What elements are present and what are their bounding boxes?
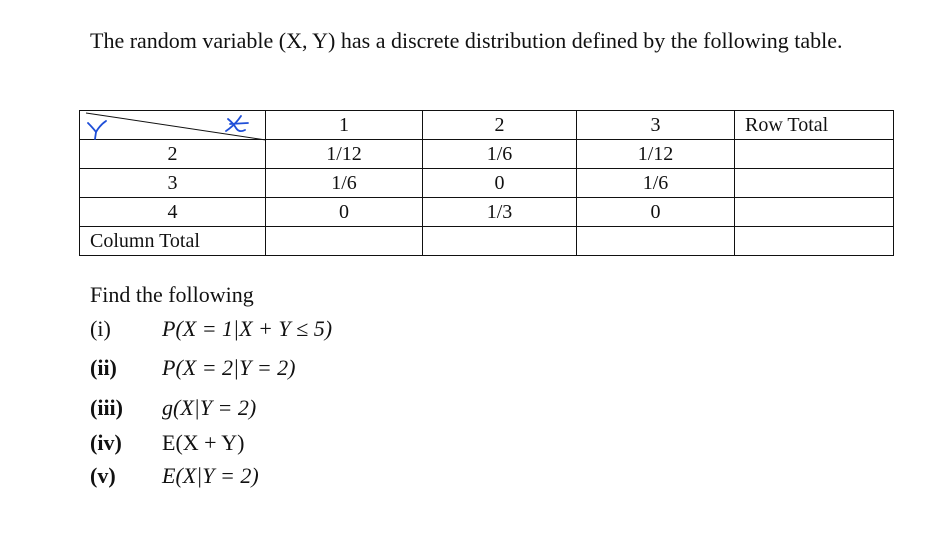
part-number: (iii): [90, 395, 123, 420]
part-expression: g(X|Y = 2): [162, 395, 257, 420]
row-total-cell: [735, 169, 894, 198]
y-value: 2: [80, 140, 266, 169]
prob-cell: 0: [423, 169, 577, 198]
prob-cell: 1/12: [266, 140, 423, 169]
prob-cell: 1/6: [577, 169, 735, 198]
prob-cell: 1/3: [423, 198, 577, 227]
part-expression: E(X + Y): [162, 430, 245, 455]
part-number: (i): [90, 316, 111, 341]
prob-cell: 0: [577, 198, 735, 227]
find-title: Find the following: [90, 282, 254, 307]
question-part-iv: [90, 428, 244, 458]
column-total-cell: [577, 227, 735, 256]
column-total-cell: [735, 227, 894, 256]
column-total-row: [80, 227, 894, 256]
prob-cell: 1/6: [423, 140, 577, 169]
part-expression: E(X|Y = 2): [162, 463, 259, 488]
prob-cell: 0: [266, 198, 423, 227]
table-row: [80, 140, 894, 169]
table-header-row: [80, 111, 894, 140]
part-number: (v): [90, 463, 116, 488]
question-part-v: [90, 461, 259, 491]
table-row: [80, 198, 894, 227]
handwritten-y-icon: [88, 121, 106, 139]
question-part-iii: [90, 393, 256, 423]
intro-paragraph: The random variable (X, Y) has a discrete distribution defined by the following table.: [90, 28, 843, 53]
prob-cell: 1/12: [577, 140, 735, 169]
row-total-header: Row Total: [735, 111, 894, 140]
handwritten-x-icon: [226, 116, 248, 131]
corner-cell: [80, 111, 266, 140]
column-total-cell: [423, 227, 577, 256]
question-part-ii: [90, 353, 296, 383]
row-total-cell: [735, 140, 894, 169]
column-total-label: Column Total: [80, 227, 266, 256]
part-expression: P(X = 1|X + Y ≤ 5): [162, 316, 333, 341]
prob-cell: 1/6: [266, 169, 423, 198]
y-value: 3: [80, 169, 266, 198]
column-total-cell: [266, 227, 423, 256]
question-part-i: [90, 314, 332, 344]
x-value-3: 3: [577, 111, 735, 140]
part-expression: P(X = 2|Y = 2): [162, 355, 296, 380]
table-row: [80, 169, 894, 198]
row-total-cell: [735, 198, 894, 227]
part-number: (iv): [90, 430, 122, 455]
y-value: 4: [80, 198, 266, 227]
x-value-1: 1: [266, 111, 423, 140]
x-value-2: 2: [423, 111, 577, 140]
distribution-table: [79, 110, 894, 256]
part-number: (ii): [90, 355, 117, 380]
